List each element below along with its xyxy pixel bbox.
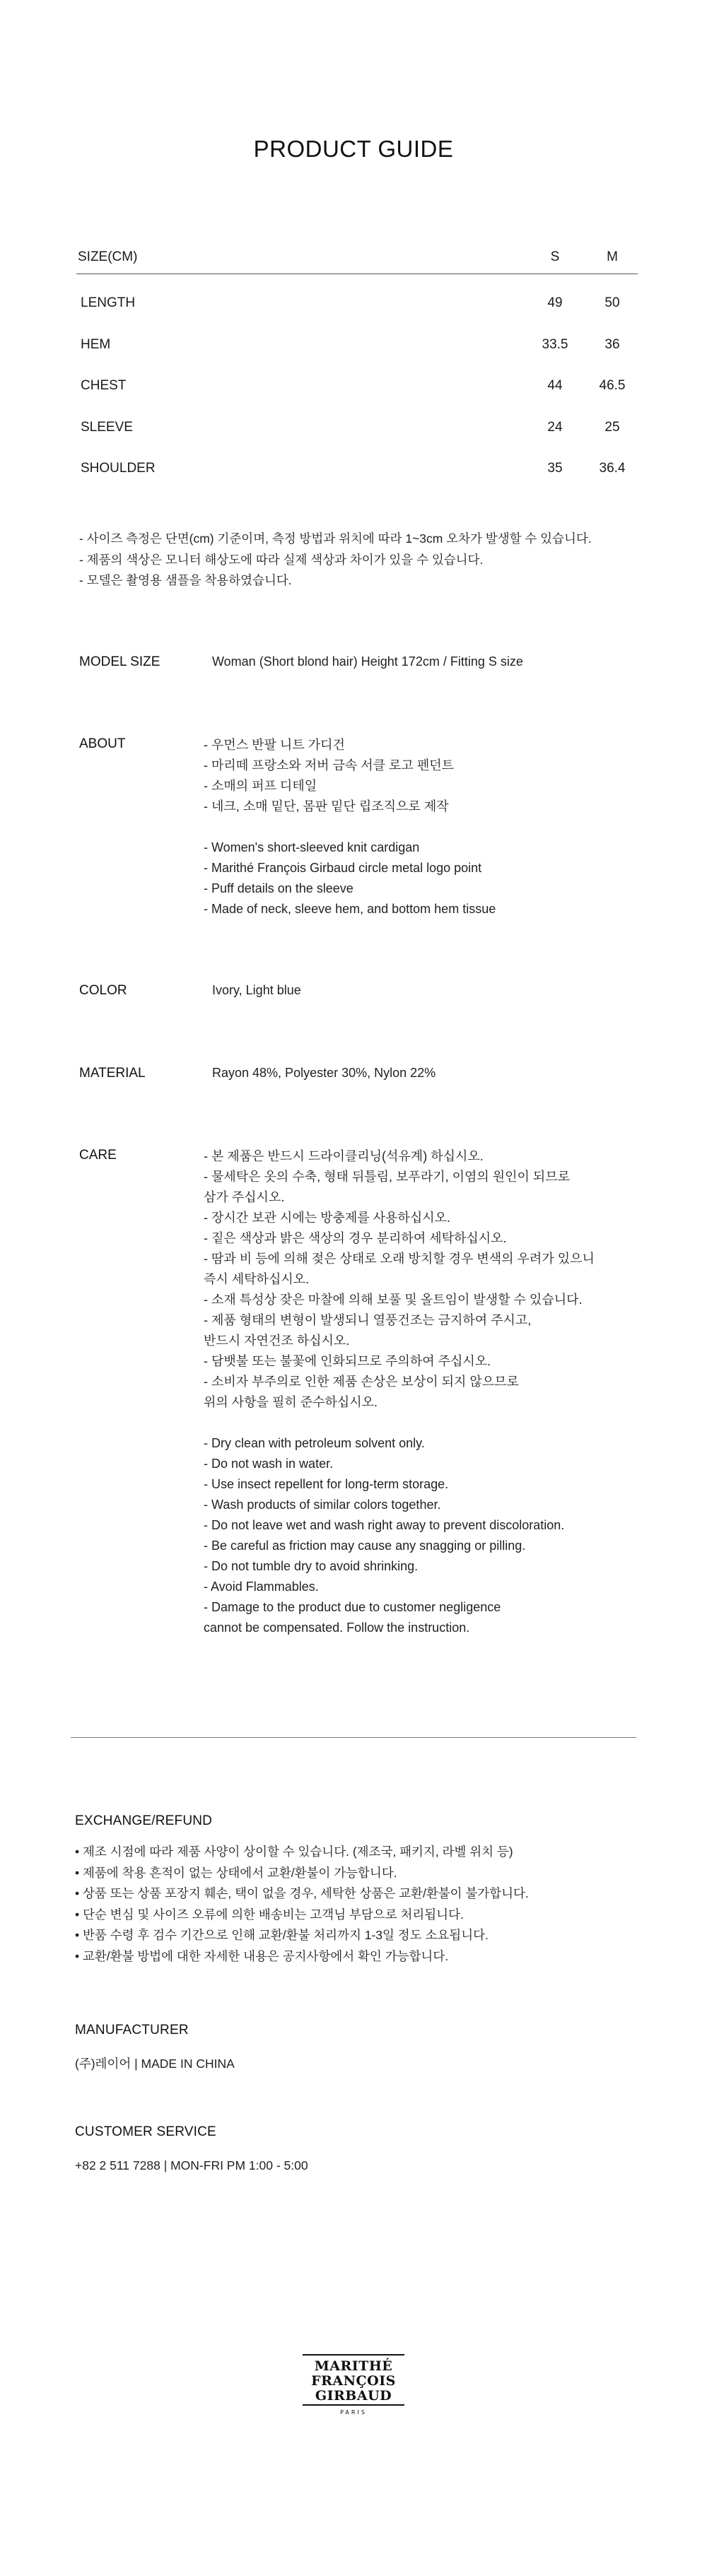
size-row-sleeve: [76, 399, 638, 440]
care-line: - Avoid Flammables.: [204, 1580, 319, 1594]
size-value-s: 33.5: [542, 336, 568, 352]
about-line: - Puff details on the sleeve: [204, 881, 354, 895]
customer-service-section: [75, 2124, 655, 2177]
size-value-s: 35: [547, 461, 563, 476]
size-value-s: 24: [547, 419, 563, 435]
exchange-refund-list: [75, 1842, 655, 1967]
size-row-label: CHEST: [81, 378, 127, 393]
about-line: - 마리떼 프랑소와 저버 금속 서클 로고 펜던트: [204, 758, 454, 772]
care-line: - 소재 특성상 잦은 마찰에 의해 보풀 및 올트임이 발생할 수 있습니다.: [204, 1293, 583, 1307]
exchange-line: • 반품 수령 후 검수 기간으로 인해 교환/환불 처리까지 1-3일 정도 소요됩니다.: [75, 1928, 489, 1942]
care-line: - Dry clean with petroleum solvent only.: [204, 1436, 425, 1450]
size-row-chest: [76, 357, 638, 399]
brand-logo-line1: MARITHÉ: [314, 2358, 393, 2374]
size-value-m: 50: [604, 295, 620, 310]
size-header-label: SIZE(CM): [78, 249, 138, 264]
size-value-s: 49: [547, 295, 563, 310]
size-row-label: LENGTH: [81, 295, 136, 310]
care-line: - 짙은 색상과 밝은 색상의 경우 분리하여 세탁하십시오.: [204, 1231, 507, 1245]
manufacturer-section: [75, 2023, 655, 2075]
section-divider: [71, 1737, 636, 1738]
material-label: MATERIAL: [79, 1066, 146, 1081]
exchange-refund-section: [75, 1813, 655, 1967]
care-line: - 땀과 비 등에 의해 젖은 상태로 오래 방치할 경우 변색의 우려가 있으니: [204, 1252, 595, 1266]
note-line: - 사이즈 측정은 단면(cm) 기준이며, 측정 방법과 위치에 따라 1~3cm 오차가 발생할 수 있습니다.: [79, 531, 592, 546]
size-table: [76, 244, 638, 481]
about-list: [204, 735, 496, 919]
care-line: - 장시간 보관 시에는 방충제를 사용하십시오.: [204, 1211, 450, 1225]
care-line: - Damage to the product due to customer negligence: [204, 1600, 501, 1614]
care-line: - Do not leave wet and wash right away to prevent discoloration.: [204, 1518, 565, 1532]
about-line: - 네크, 소매 밑단, 몸판 밑단 립조직으로 제작: [204, 799, 449, 813]
care-line: - Wash products of similar colors together.: [204, 1498, 441, 1512]
care-line: - Do not tumble dry to avoid shrinking.: [204, 1559, 419, 1573]
model-size-label: MODEL SIZE: [79, 654, 160, 669]
about-line: - 소매의 퍼프 디테일: [204, 779, 317, 793]
color-value: Ivory, Light blue: [212, 983, 301, 997]
care-line: - 물세탁은 옷의 수축, 형태 뒤틀림, 보푸라기, 이염의 원인이 되므로: [204, 1170, 571, 1184]
color-label: COLOR: [79, 983, 127, 998]
care-line: - Be careful as friction may cause any snagging or pilling.: [204, 1539, 526, 1553]
exchange-line: • 제품에 착용 흔적이 없는 상태에서 교환/환불이 가능합니다.: [75, 1865, 397, 1880]
care-line: - 담뱃불 또는 불꽃에 인화되므로 주의하여 주십시오.: [204, 1354, 491, 1368]
care-list: [204, 1146, 595, 1638]
size-value-m: 36.4: [599, 461, 626, 476]
size-value-s: 44: [547, 378, 563, 393]
care-line: 즉시 세탁하십시오.: [204, 1272, 310, 1286]
exchange-line: • 단순 변심 및 사이즈 오류에 의한 배송비는 고객님 부담으로 처리됩니다.: [75, 1907, 464, 1922]
size-row-label: HEM: [81, 336, 111, 352]
size-row-label: SHOULDER: [81, 461, 156, 476]
about-line: - Marithé François Girbaud circle metal logo point: [204, 861, 482, 875]
size-row-length: [76, 274, 638, 316]
note-line: - 모델은 촬영용 샘플을 착용하였습니다.: [79, 573, 292, 587]
model-size-value: Woman (Short blond hair) Height 172cm / Fitting S size: [212, 654, 523, 669]
care-line: - 본 제품은 반드시 드라이클리닝(석유계) 하십시오.: [204, 1149, 484, 1163]
about-line: - Women's short-sleeved knit cardigan: [204, 840, 420, 854]
exchange-line: • 제조 시점에 따라 제품 사양이 상이할 수 있습니다. (제조국, 패키지, 라벨 위치 등): [75, 1845, 513, 1859]
care-line: - 소비자 부주의로 인한 제품 손상은 보상이 되지 않으므로: [204, 1375, 519, 1389]
about-label: ABOUT: [79, 736, 126, 751]
size-row-shoulder: [76, 440, 638, 481]
brand-logo-line2: FRANÇOIS: [311, 2373, 396, 2389]
size-value-m: 46.5: [599, 378, 626, 393]
brand-logo-line4: PARIS: [340, 2409, 367, 2416]
care-line: - 제품 형태의 변형이 발생되니 열풍건조는 금지하여 주시고,: [204, 1313, 532, 1327]
material-value: Rayon 48%, Polyester 30%, Nylon 22%: [212, 1066, 436, 1080]
size-row-hem: [76, 316, 638, 358]
size-row-label: SLEEVE: [81, 419, 133, 435]
exchange-refund-title: EXCHANGE/REFUND: [75, 1813, 213, 1828]
size-value-m: 36: [604, 336, 620, 352]
manufacturer-title: MANUFACTURER: [75, 2023, 189, 2037]
exchange-line: • 교환/환불 방법에 대한 자세한 내용은 공지사항에서 확인 가능합니다.: [75, 1948, 449, 1963]
page-title: PRODUCT GUIDE: [253, 136, 454, 162]
size-table-header: [76, 244, 638, 274]
brand-logo: [297, 2352, 410, 2423]
care-line: 위의 사항을 필히 준수하십시오.: [204, 1395, 378, 1409]
manufacturer-value: (주)레이어 | MADE IN CHINA: [75, 2057, 235, 2071]
size-value-m: 25: [604, 419, 620, 435]
about-line: - 우먼스 반팔 니트 가디건: [204, 738, 345, 752]
about-line: - Made of neck, sleeve hem, and bottom hem tissue: [204, 902, 496, 916]
care-line: 삼가 주십시오.: [204, 1190, 285, 1204]
customer-service-title: CUSTOMER SERVICE: [75, 2124, 216, 2139]
brand-logo-graphic: [297, 2352, 410, 2423]
note-line: - 제품의 색상은 모니터 해상도에 따라 실제 색상과 차이가 있을 수 있습니다.: [79, 552, 484, 567]
care-line: - Use insect repellent for long-term storage.: [204, 1477, 449, 1491]
size-header-m: M: [607, 249, 618, 264]
care-line: - Do not wash in water.: [204, 1457, 334, 1471]
care-label: CARE: [79, 1148, 117, 1163]
care-line: 반드시 자연건조 하십시오.: [204, 1334, 350, 1348]
size-header-s: S: [550, 249, 560, 264]
brand-logo-line3: GIRBAUD: [315, 2388, 392, 2404]
size-notes: [79, 529, 592, 592]
care-line: cannot be compensated. Follow the instruction.: [204, 1621, 470, 1635]
exchange-line: • 상품 또는 상품 포장지 훼손, 택이 없을 경우, 세탁한 상품은 교환/환불이 불가합니다.: [75, 1886, 529, 1900]
customer-service-value: +82 2 511 7288 | MON-FRI PM 1:00 - 5:00: [75, 2158, 308, 2172]
